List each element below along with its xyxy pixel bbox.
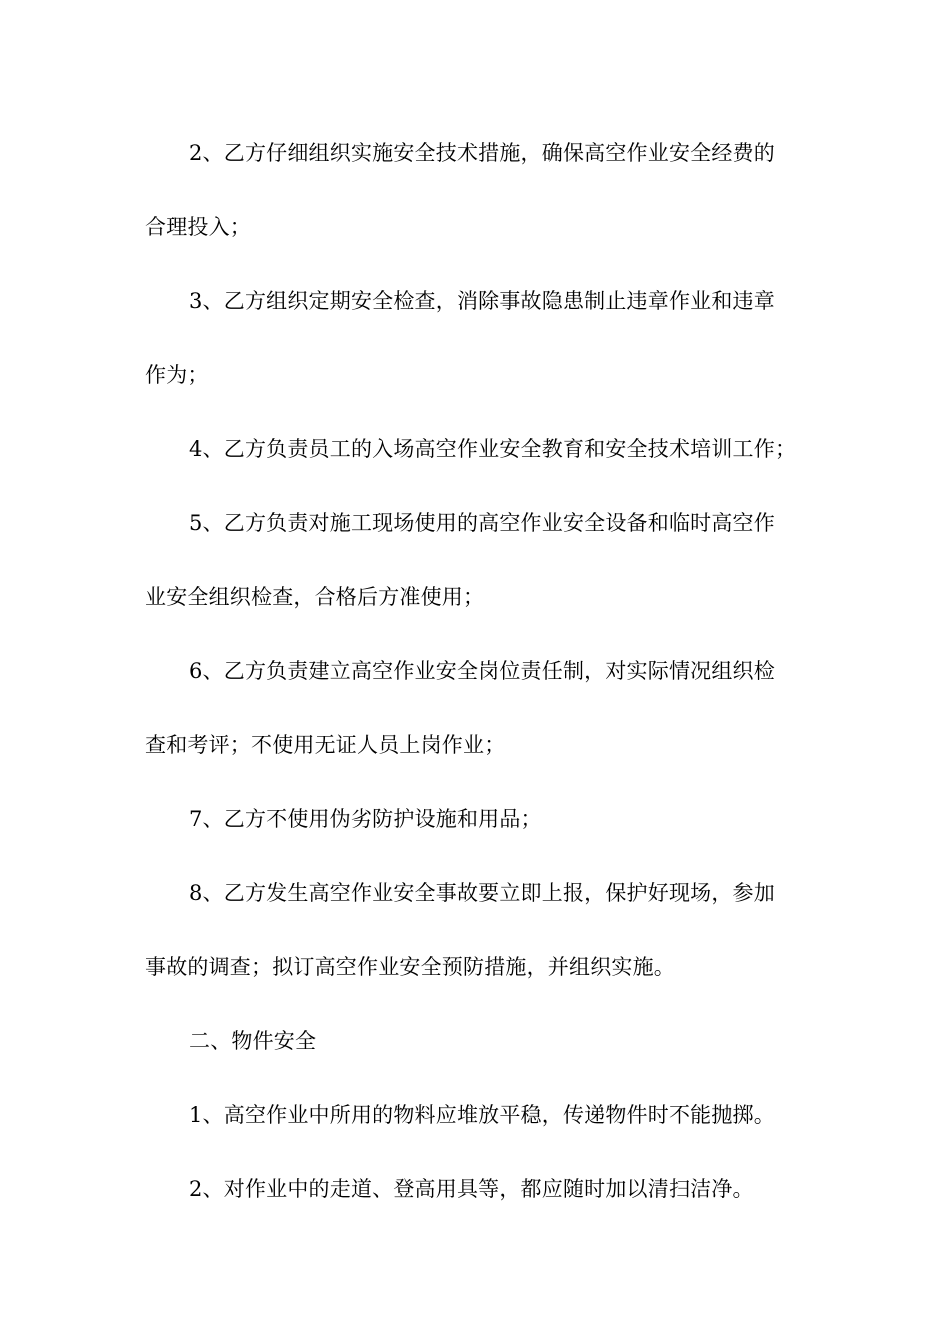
paragraph-line-item-5: 5、乙方负责对施工现场使用的高空作业安全设备和临时高空作 bbox=[189, 511, 775, 535]
paragraph-line-item-8: 8、乙方发生高空作业安全事故要立即上报，保护好现场，参加 bbox=[189, 881, 775, 905]
paragraph-line-item-3-cont: 作为； bbox=[145, 363, 209, 387]
paragraph-line-item-6: 6、乙方负责建立高空作业安全岗位责任制，对实际情况组织检 bbox=[189, 659, 775, 683]
paragraph-line-item-5-cont: 业安全组织检查，合格后方准使用； bbox=[145, 585, 485, 609]
paragraph-line-item-3: 3、乙方组织定期安全检查，消除事故隐患制止违章作业和违章 bbox=[189, 289, 775, 313]
paragraph-line-item-2-cont: 合理投入； bbox=[145, 215, 251, 239]
paragraph-line-item-2: 2、乙方仔细组织实施安全技术措施，确保高空作业安全经费的 bbox=[189, 141, 775, 165]
paragraph-line-item-4: 4、乙方负责员工的入场高空作业安全教育和安全技术培训工作； bbox=[189, 437, 797, 461]
paragraph-line-object-item-2: 2、对作业中的走道、登高用具等，都应随时加以清扫洁净。 bbox=[189, 1177, 754, 1201]
paragraph-line-item-6-cont: 查和考评；不使用无证人员上岗作业； bbox=[145, 733, 506, 757]
paragraph-line-item-7: 7、乙方不使用伪劣防护设施和用品； bbox=[189, 807, 542, 831]
paragraph-line-item-8-cont: 事故的调查；拟订高空作业安全预防措施，并组织实施。 bbox=[145, 955, 675, 979]
paragraph-line-object-item-1: 1、高空作业中所用的物料应堆放平稳，传递物件时不能抛掷。 bbox=[189, 1103, 775, 1127]
section-heading-object-safety: 二、物件安全 bbox=[189, 1029, 317, 1053]
